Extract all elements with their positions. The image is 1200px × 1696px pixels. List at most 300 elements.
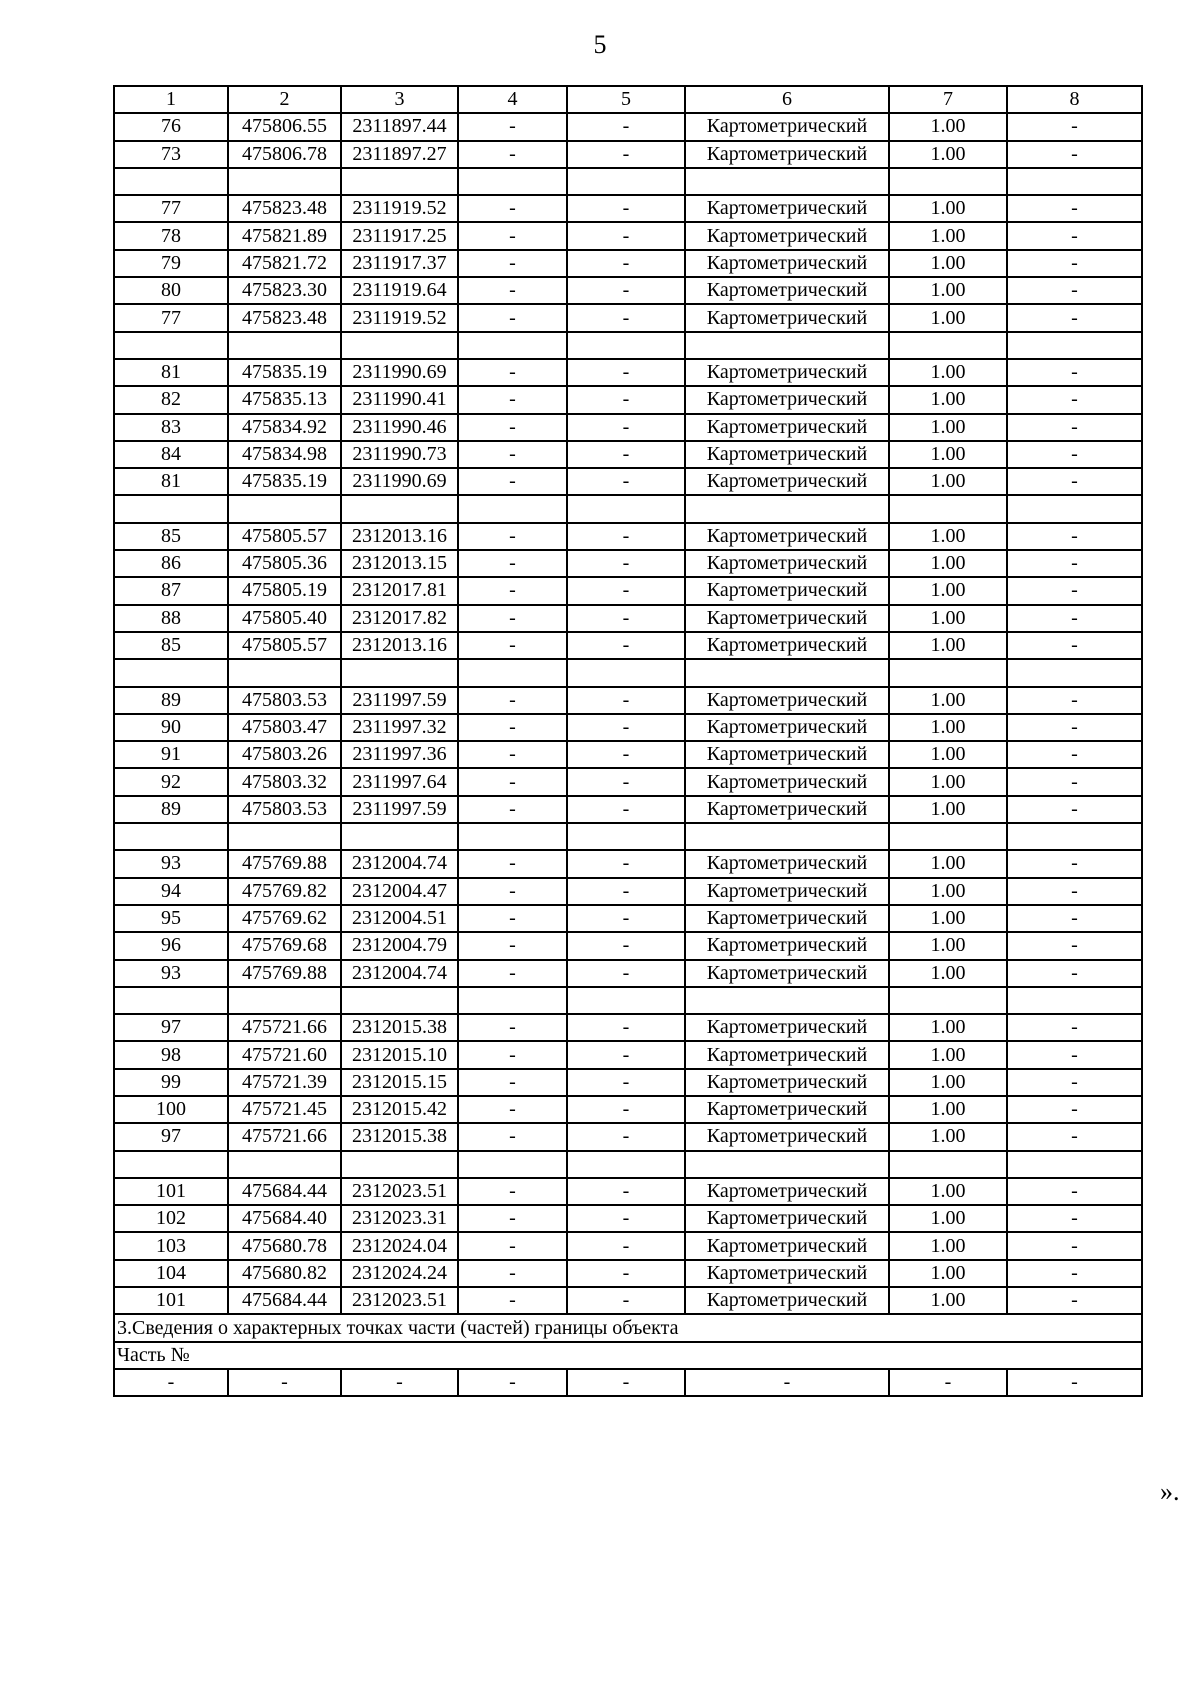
table-cell: 1.00 [889, 250, 1007, 277]
table-cell: 77 [114, 304, 228, 331]
section3-title-row-text: 3.Сведения о характерных точках части (частей) границы объекта [114, 1314, 1142, 1341]
table-cell: 73 [114, 141, 228, 168]
table-cell: 2312015.38 [341, 1123, 458, 1150]
table-row [114, 932, 1142, 959]
table-cell: Картометрический [685, 468, 889, 495]
table-cell: 1.00 [889, 850, 1007, 877]
table-cell: - [1007, 523, 1142, 550]
table-cell: Картометрический [685, 1287, 889, 1314]
table-cell: - [567, 222, 685, 249]
table-cell: 2311997.59 [341, 796, 458, 823]
table-cell: - [458, 850, 567, 877]
table-cell: Картометрический [685, 222, 889, 249]
table-cell: - [567, 386, 685, 413]
table-cell: 89 [114, 796, 228, 823]
table-cell: 2312015.15 [341, 1069, 458, 1096]
table-cell: - [567, 932, 685, 959]
table-cell: - [567, 277, 685, 304]
table-cell [228, 823, 341, 850]
part-data-row [114, 1369, 1142, 1396]
table-row [114, 441, 1142, 468]
table-cell: 1.00 [889, 550, 1007, 577]
table-cell: Картометрический [685, 523, 889, 550]
table-row [114, 687, 1142, 714]
table-cell [341, 823, 458, 850]
table-cell: 1.00 [889, 632, 1007, 659]
table-cell: 1.00 [889, 768, 1007, 795]
table-row [114, 714, 1142, 741]
table-cell: 1.00 [889, 277, 1007, 304]
table-cell: - [1007, 850, 1142, 877]
table-cell [1007, 495, 1142, 522]
table-cell: 84 [114, 441, 228, 468]
table-cell: - [458, 414, 567, 441]
table-cell [114, 987, 228, 1014]
table-cell [889, 168, 1007, 195]
table-row [114, 386, 1142, 413]
table-row [114, 468, 1142, 495]
table-row [114, 605, 1142, 632]
table-cell [341, 659, 458, 686]
table-row [114, 332, 1142, 359]
table-cell: 1.00 [889, 905, 1007, 932]
table-cell: 83 [114, 414, 228, 441]
table-row [114, 222, 1142, 249]
table-cell: 2312015.10 [341, 1041, 458, 1068]
table-cell: Картометрический [685, 796, 889, 823]
table-cell: 475821.72 [228, 250, 341, 277]
table-row [114, 577, 1142, 604]
table-cell: - [1007, 1123, 1142, 1150]
table-cell: 475684.44 [228, 1178, 341, 1205]
table-cell: - [458, 1369, 567, 1396]
table-cell: - [458, 632, 567, 659]
table-row [114, 1178, 1142, 1205]
table-cell: - [567, 605, 685, 632]
table-cell: 1.00 [889, 195, 1007, 222]
table-cell: - [1007, 250, 1142, 277]
table-cell: 2311997.36 [341, 741, 458, 768]
table-cell: 100 [114, 1096, 228, 1123]
table-row [114, 1232, 1142, 1259]
table-row [114, 1123, 1142, 1150]
table-cell [228, 987, 341, 1014]
table-cell: 1.00 [889, 1260, 1007, 1287]
table-cell: 3 [341, 86, 458, 113]
table-cell: - [1007, 141, 1142, 168]
table-cell: 475769.62 [228, 905, 341, 932]
table-cell: Картометрический [685, 359, 889, 386]
table-row [114, 1096, 1142, 1123]
table-cell: - [567, 113, 685, 140]
table-cell: - [114, 1369, 228, 1396]
table-cell [889, 659, 1007, 686]
table-cell: 103 [114, 1232, 228, 1259]
table-cell: 102 [114, 1205, 228, 1232]
table-cell: - [1007, 1232, 1142, 1259]
table-cell [567, 495, 685, 522]
table-cell: 2311997.64 [341, 768, 458, 795]
table-cell: 2312023.31 [341, 1205, 458, 1232]
table-cell: Картометрический [685, 1096, 889, 1123]
table-cell: 475805.57 [228, 632, 341, 659]
table-cell: 1.00 [889, 796, 1007, 823]
table-cell: - [458, 1232, 567, 1259]
table-cell: Картометрический [685, 1123, 889, 1150]
table-cell: - [458, 905, 567, 932]
table-cell: - [458, 1014, 567, 1041]
table-cell: 1.00 [889, 1205, 1007, 1232]
table-cell [685, 1151, 889, 1178]
table-cell: - [567, 1069, 685, 1096]
table-row [114, 960, 1142, 987]
table-cell: 475834.92 [228, 414, 341, 441]
table-cell: 2312024.04 [341, 1232, 458, 1259]
table-cell [114, 168, 228, 195]
table-cell: 1.00 [889, 1287, 1007, 1314]
table-cell: 2311997.32 [341, 714, 458, 741]
table-cell: 1.00 [889, 960, 1007, 987]
table-row [114, 168, 1142, 195]
table-cell: - [1007, 277, 1142, 304]
table-cell: 2311990.69 [341, 468, 458, 495]
table-cell: - [458, 441, 567, 468]
table-cell: 475769.68 [228, 932, 341, 959]
table-cell: 86 [114, 550, 228, 577]
table-cell: 1.00 [889, 1232, 1007, 1259]
table-cell: 475721.66 [228, 1123, 341, 1150]
table-cell: 76 [114, 113, 228, 140]
table-cell: 475769.88 [228, 960, 341, 987]
table-cell: 87 [114, 577, 228, 604]
table-cell: - [567, 1014, 685, 1041]
table-row [114, 850, 1142, 877]
table-cell: Картометрический [685, 577, 889, 604]
table-cell: 92 [114, 768, 228, 795]
table-cell: - [1007, 632, 1142, 659]
table-cell: 475834.98 [228, 441, 341, 468]
table-cell: - [458, 304, 567, 331]
table-cell: Картометрический [685, 1069, 889, 1096]
table-cell [114, 659, 228, 686]
table-cell: - [458, 1123, 567, 1150]
table-cell: 2312017.82 [341, 605, 458, 632]
table-cell: 97 [114, 1014, 228, 1041]
table-cell: - [458, 1205, 567, 1232]
table-cell: 475835.19 [228, 468, 341, 495]
table-row [114, 1069, 1142, 1096]
table-row [114, 277, 1142, 304]
table-cell: 2312004.51 [341, 905, 458, 932]
table-cell: 93 [114, 850, 228, 877]
table-cell: 1.00 [889, 687, 1007, 714]
table-cell [685, 168, 889, 195]
table-row [114, 414, 1142, 441]
table-cell: - [567, 414, 685, 441]
table-row [114, 113, 1142, 140]
table-row [114, 823, 1142, 850]
table-cell: - [1007, 1096, 1142, 1123]
table-cell: - [458, 359, 567, 386]
table-row [114, 550, 1142, 577]
table-cell [685, 659, 889, 686]
table-cell: Картометрический [685, 932, 889, 959]
table-cell: 475805.57 [228, 523, 341, 550]
table-cell: Картометрический [685, 714, 889, 741]
table-cell: - [567, 1178, 685, 1205]
table-cell: 2 [228, 86, 341, 113]
table-cell: Картометрический [685, 1232, 889, 1259]
table-cell: 8 [1007, 86, 1142, 113]
table-cell [889, 823, 1007, 850]
table-row [114, 495, 1142, 522]
table-cell: - [1007, 1014, 1142, 1041]
table-row [114, 632, 1142, 659]
table-cell: - [458, 523, 567, 550]
table-cell: 1.00 [889, 113, 1007, 140]
table-cell: Картометрический [685, 414, 889, 441]
table-row [114, 878, 1142, 905]
table-row [114, 905, 1142, 932]
table-cell: 2312004.74 [341, 960, 458, 987]
table-header-row [114, 86, 1142, 113]
table-cell: Картометрический [685, 1178, 889, 1205]
table-cell: 1.00 [889, 141, 1007, 168]
table-cell: - [228, 1369, 341, 1396]
table-cell: - [458, 1178, 567, 1205]
table-cell: 475721.39 [228, 1069, 341, 1096]
table-cell: - [1007, 1369, 1142, 1396]
table-cell: 2312004.79 [341, 932, 458, 959]
table-cell: - [458, 250, 567, 277]
table-cell [685, 495, 889, 522]
table-cell: - [458, 1260, 567, 1287]
table-cell: - [1007, 960, 1142, 987]
table-cell: 98 [114, 1041, 228, 1068]
table-cell: 2312017.81 [341, 577, 458, 604]
table-cell: - [567, 741, 685, 768]
table-cell: Картометрический [685, 277, 889, 304]
table-cell: Картометрический [685, 1014, 889, 1041]
table-cell: 1.00 [889, 222, 1007, 249]
table-cell [685, 987, 889, 1014]
table-cell: 94 [114, 878, 228, 905]
table-cell: 1.00 [889, 386, 1007, 413]
table-cell: 93 [114, 960, 228, 987]
table-cell: 2312015.42 [341, 1096, 458, 1123]
table-cell: - [1007, 932, 1142, 959]
table-cell: 81 [114, 359, 228, 386]
table-cell: - [458, 195, 567, 222]
table-cell: Картометрический [685, 1260, 889, 1287]
table-row [114, 250, 1142, 277]
table-cell: Картометрический [685, 905, 889, 932]
table-cell: - [567, 577, 685, 604]
table-row [114, 359, 1142, 386]
table-cell: 1.00 [889, 1014, 1007, 1041]
page-number: 5 [593, 30, 607, 59]
table-cell: 475684.44 [228, 1287, 341, 1314]
table-cell: 97 [114, 1123, 228, 1150]
table-cell [1007, 1151, 1142, 1178]
table-cell: - [1007, 1041, 1142, 1068]
part-number-row [114, 1342, 1142, 1369]
table-cell: - [567, 878, 685, 905]
section3-title-row [114, 1314, 1142, 1341]
table-cell [341, 168, 458, 195]
table-cell: - [567, 905, 685, 932]
table-cell: - [1007, 1178, 1142, 1205]
table-cell: - [567, 250, 685, 277]
table-row [114, 141, 1142, 168]
table-row [114, 987, 1142, 1014]
table-cell [1007, 987, 1142, 1014]
table-cell: - [567, 1232, 685, 1259]
table-cell: 1.00 [889, 414, 1007, 441]
table-cell: - [458, 1287, 567, 1314]
table-cell: - [1007, 113, 1142, 140]
table-cell: 1.00 [889, 714, 1007, 741]
table-cell: - [341, 1369, 458, 1396]
table-cell [458, 659, 567, 686]
table-cell: - [1007, 577, 1142, 604]
table-cell: - [458, 277, 567, 304]
table-cell: - [567, 796, 685, 823]
table-cell: Картометрический [685, 741, 889, 768]
table-row [114, 768, 1142, 795]
table-cell: Картометрический [685, 441, 889, 468]
table-cell: - [1007, 905, 1142, 932]
table-cell: - [567, 141, 685, 168]
table-cell: - [567, 1205, 685, 1232]
table-cell: 1.00 [889, 605, 1007, 632]
table-cell: - [458, 468, 567, 495]
table-cell: - [1007, 468, 1142, 495]
table-cell: Картометрический [685, 113, 889, 140]
table-cell: 2312004.47 [341, 878, 458, 905]
table-cell [1007, 823, 1142, 850]
table-cell: - [1007, 550, 1142, 577]
table-cell: Картометрический [685, 250, 889, 277]
table-cell [458, 823, 567, 850]
table-cell: 1.00 [889, 932, 1007, 959]
table-cell: 2312023.51 [341, 1287, 458, 1314]
table-cell: - [1007, 441, 1142, 468]
table-cell: 82 [114, 386, 228, 413]
table-cell: 95 [114, 905, 228, 932]
table-cell: 99 [114, 1069, 228, 1096]
table-row [114, 741, 1142, 768]
table-cell [458, 1151, 567, 1178]
table-cell [889, 1151, 1007, 1178]
table-cell: 1.00 [889, 441, 1007, 468]
table-cell: 2311919.52 [341, 195, 458, 222]
table-cell: - [567, 687, 685, 714]
table-cell: 1.00 [889, 1123, 1007, 1150]
table-cell [114, 332, 228, 359]
table-cell [458, 495, 567, 522]
table-cell: 475721.66 [228, 1014, 341, 1041]
table-cell [1007, 659, 1142, 686]
table-cell: - [1007, 714, 1142, 741]
table-cell: - [1007, 1069, 1142, 1096]
table-cell: 2312015.38 [341, 1014, 458, 1041]
table-cell: 475821.89 [228, 222, 341, 249]
table-cell: - [458, 1096, 567, 1123]
table-cell: - [1007, 605, 1142, 632]
table-cell: 1.00 [889, 468, 1007, 495]
table-cell: 1.00 [889, 1041, 1007, 1068]
table-cell [567, 823, 685, 850]
table-cell [228, 332, 341, 359]
table-cell: 4 [458, 86, 567, 113]
table-cell: 475721.45 [228, 1096, 341, 1123]
table-cell: - [458, 141, 567, 168]
table-cell: - [1007, 359, 1142, 386]
table-cell [458, 168, 567, 195]
table-cell: - [458, 741, 567, 768]
table-cell: 1.00 [889, 359, 1007, 386]
table-cell: 475823.30 [228, 277, 341, 304]
table-cell: 475803.53 [228, 687, 341, 714]
table-cell: 2311917.37 [341, 250, 458, 277]
table-cell: - [567, 960, 685, 987]
table-cell: 2312024.24 [341, 1260, 458, 1287]
table-cell: - [458, 768, 567, 795]
table-cell: - [889, 1369, 1007, 1396]
table-cell: Картометрический [685, 632, 889, 659]
table-cell [889, 987, 1007, 1014]
table-cell: - [567, 1260, 685, 1287]
table-cell [341, 332, 458, 359]
table-cell: 475803.47 [228, 714, 341, 741]
table-row [114, 659, 1142, 686]
part-number-row-text: Часть № [114, 1342, 1142, 1369]
table-cell: 2311990.41 [341, 386, 458, 413]
table-cell: 2311997.59 [341, 687, 458, 714]
table-cell: - [1007, 1205, 1142, 1232]
table-cell: - [1007, 796, 1142, 823]
table-cell: - [567, 714, 685, 741]
table-cell: 475806.55 [228, 113, 341, 140]
table-cell: - [567, 550, 685, 577]
table-cell: Картометрический [685, 550, 889, 577]
table-cell: - [567, 359, 685, 386]
table-cell: 475805.40 [228, 605, 341, 632]
table-cell: 475803.26 [228, 741, 341, 768]
table-cell: Картометрический [685, 687, 889, 714]
table-cell: 90 [114, 714, 228, 741]
table-cell: 2311917.25 [341, 222, 458, 249]
table-row [114, 1041, 1142, 1068]
table-cell: - [1007, 1260, 1142, 1287]
table-cell: 2311919.52 [341, 304, 458, 331]
table-cell: 6 [685, 86, 889, 113]
table-cell: 475803.32 [228, 768, 341, 795]
table-cell: 2312004.74 [341, 850, 458, 877]
table-cell: - [458, 714, 567, 741]
table-row [114, 195, 1142, 222]
table-cell: - [1007, 195, 1142, 222]
table-cell [458, 332, 567, 359]
table-row [114, 523, 1142, 550]
table-cell: 475805.36 [228, 550, 341, 577]
table-cell: - [458, 1069, 567, 1096]
table-cell: Картометрический [685, 768, 889, 795]
table-cell: 1.00 [889, 878, 1007, 905]
table-cell: 85 [114, 632, 228, 659]
table-cell: - [567, 1096, 685, 1123]
